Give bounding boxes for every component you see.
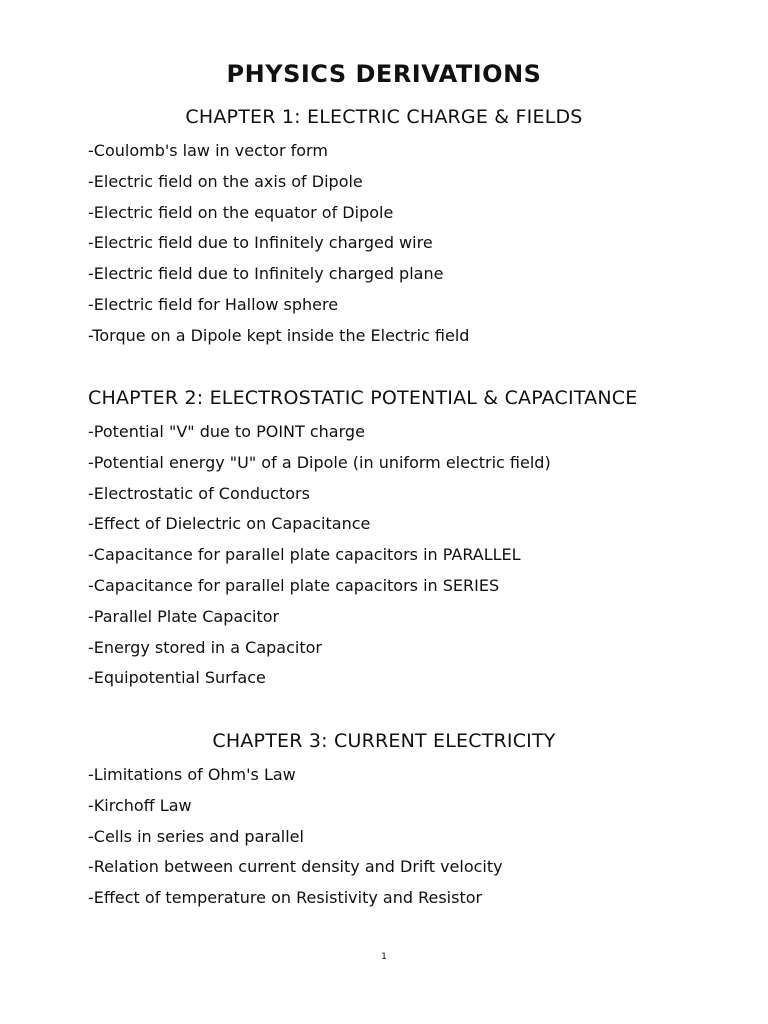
list-item: -Effect of Dielectric on Capacitance xyxy=(88,514,371,534)
list-item: -Relation between current density and Drift velocity xyxy=(88,857,503,877)
chapter-1-topic-list xyxy=(88,136,469,352)
list-item: -Electric field on the equator of Dipole xyxy=(88,202,394,222)
page-title: PHYSICS DERIVATIONS xyxy=(226,60,542,88)
list-item: -Coulomb's law in vector form xyxy=(88,141,328,160)
list-item: -Parallel Plate Capacitor xyxy=(88,606,280,626)
list-item: -Equipotential Surface xyxy=(88,668,266,688)
list-item: -Potential energy "U" of a Dipole (in uniform electric field) xyxy=(88,452,551,472)
list-item: -Potential "V" due to POINT charge xyxy=(88,422,365,441)
list-item: -Limitations of Ohm's Law xyxy=(88,765,296,784)
page-number: 1 xyxy=(381,952,387,962)
chapter-3-heading: CHAPTER 3: CURRENT ELECTRICITY xyxy=(212,730,556,752)
chapter-2-topic-list xyxy=(88,417,551,694)
list-item: -Kirchoff Law xyxy=(88,795,192,815)
list-item: -Electric field due to Infinitely charged plane xyxy=(88,264,444,284)
list-item: -Electric field on the axis of Dipole xyxy=(88,171,363,191)
list-item: -Capacitance for parallel plate capacitors in PARALLEL xyxy=(88,545,521,565)
chapter-2-heading: CHAPTER 2: ELECTROSTATIC POTENTIAL & CAPACITANCE xyxy=(88,387,638,409)
list-item: -Electrostatic of Conductors xyxy=(88,483,310,503)
list-item: -Torque on a Dipole kept inside the Electric field xyxy=(88,325,470,345)
list-item: -Capacitance for parallel plate capacitors in SERIES xyxy=(88,575,500,595)
chapter-3-topic-list xyxy=(88,760,503,914)
list-item: -Energy stored in a Capacitor xyxy=(88,637,322,657)
chapter-1-heading: CHAPTER 1: ELECTRIC CHARGE & FIELDS xyxy=(185,106,583,128)
list-item: -Effect of temperature on Resistivity and Resistor xyxy=(88,888,483,908)
list-item: -Electric field due to Infinitely charged wire xyxy=(88,233,433,253)
list-item: -Electric field for Hallow sphere xyxy=(88,294,339,314)
list-item: -Cells in series and parallel xyxy=(88,826,304,846)
